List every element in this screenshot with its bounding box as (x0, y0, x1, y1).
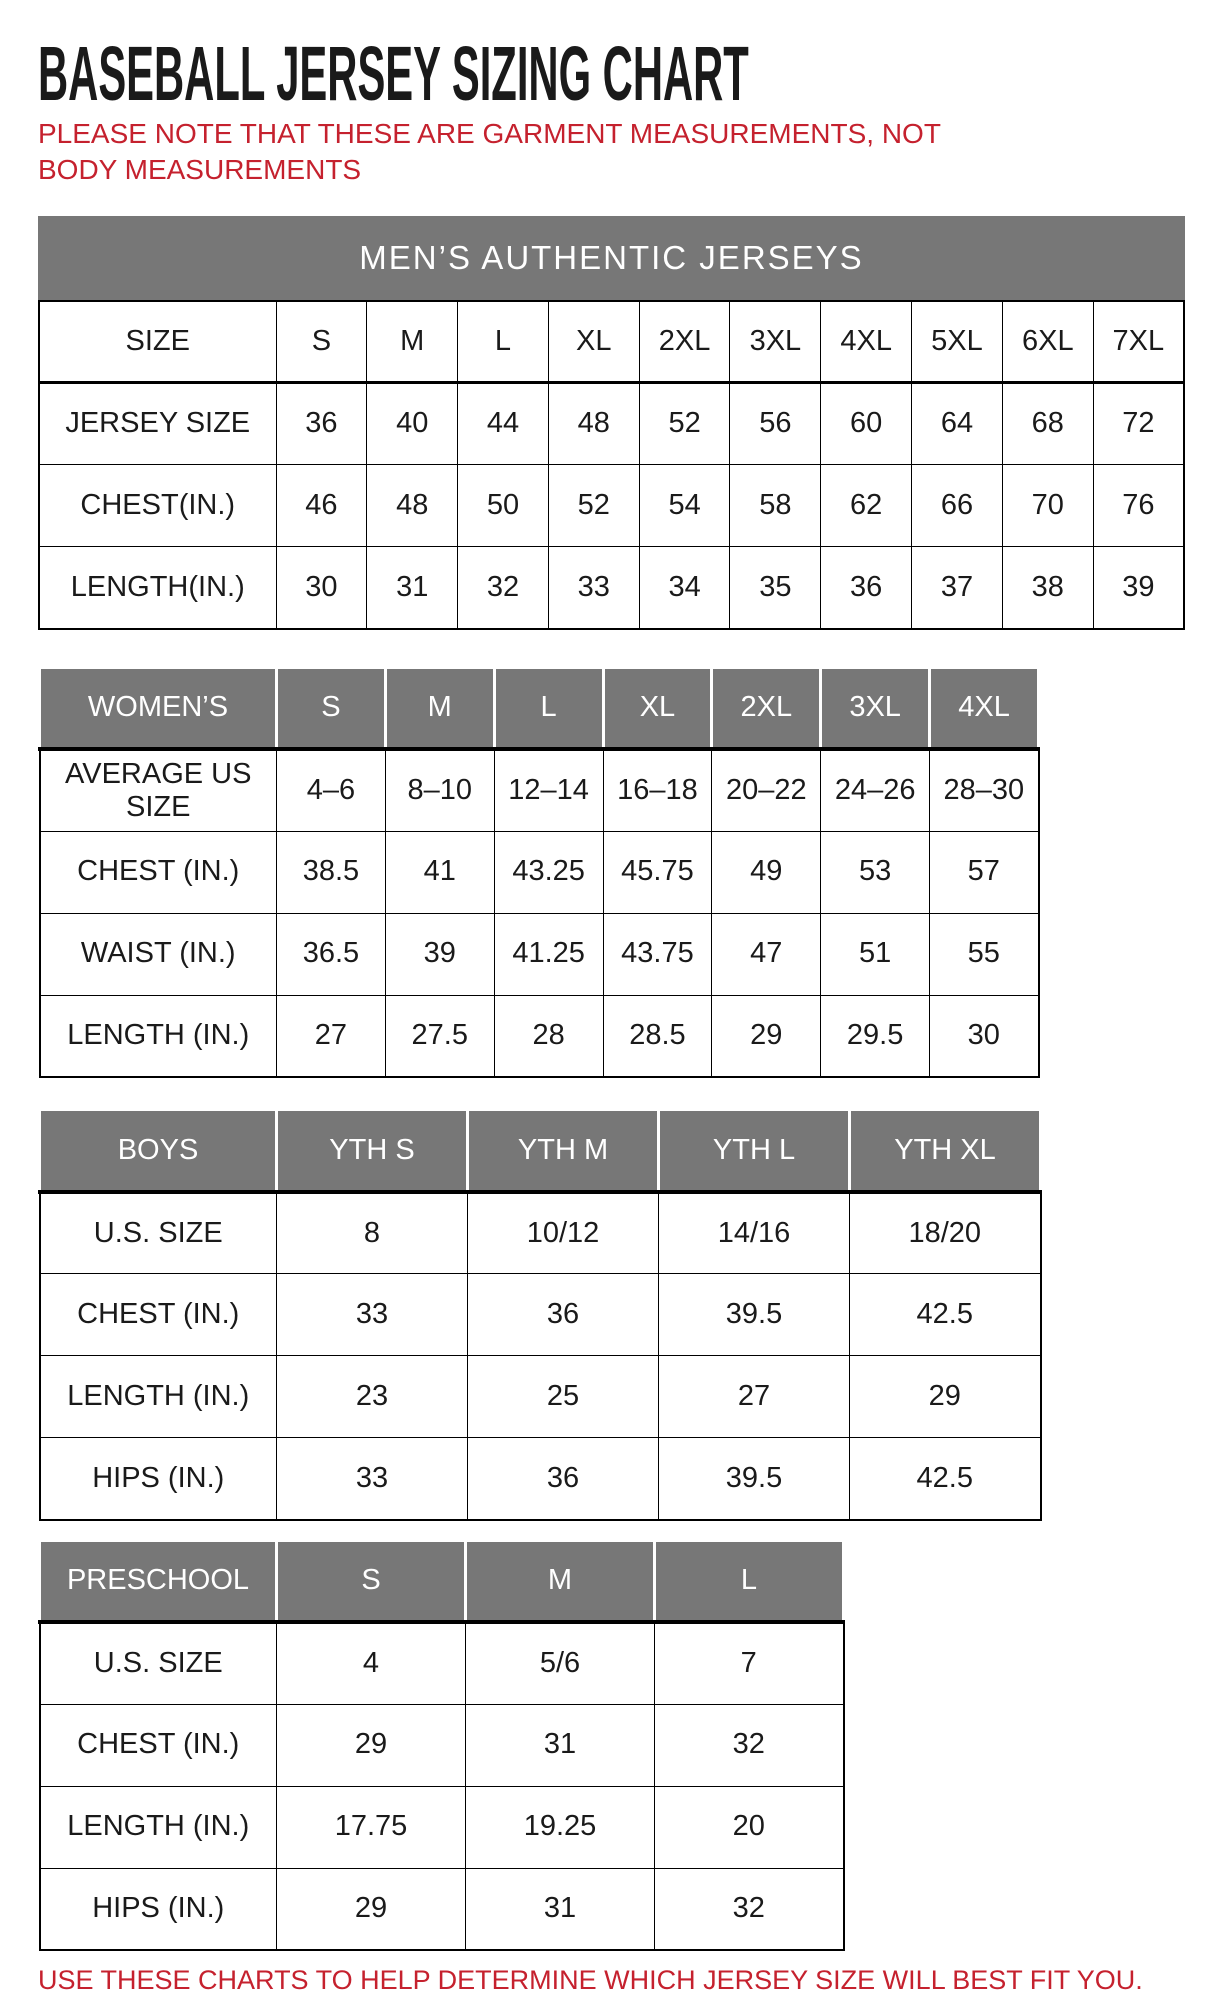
value-cell: 58 (730, 465, 821, 547)
value-cell: 14/16 (659, 1192, 850, 1274)
value-cell: 38.5 (277, 831, 386, 913)
row-label-cell: HIPS (IN.) (40, 1438, 277, 1520)
table-row (40, 749, 1039, 831)
value-cell: 37 (912, 547, 1003, 629)
row-label-cell: LENGTH (IN.) (40, 995, 277, 1077)
value-cell: 28–30 (930, 749, 1039, 831)
value-cell: 28 (494, 995, 603, 1077)
boys-header-row (40, 1110, 1041, 1192)
mens-sizing-table (38, 300, 1185, 630)
value-cell: 20–22 (712, 749, 821, 831)
column-header-cell: M (466, 1540, 655, 1622)
value-cell: 68 (1002, 383, 1093, 465)
table-row (40, 1356, 1041, 1438)
value-cell: 54 (639, 465, 730, 547)
value-cell: 55 (930, 913, 1039, 995)
mens-header-label: SIZE (39, 301, 276, 383)
preschool-header-label: PRESCHOOL (40, 1540, 277, 1622)
column-header-cell: L (458, 301, 549, 383)
table-row (40, 1786, 844, 1868)
column-header-cell: 3XL (821, 667, 930, 749)
value-cell: 51 (821, 913, 930, 995)
column-header-cell: 2XL (712, 667, 821, 749)
value-cell: 27 (277, 995, 386, 1077)
column-header-cell: M (385, 667, 494, 749)
value-cell: 29.5 (821, 995, 930, 1077)
sizing-chart-page (38, 30, 1190, 1996)
mens-table-banner: MEN’S AUTHENTIC JERSEYS (38, 216, 1185, 300)
value-cell: 31 (367, 547, 458, 629)
value-cell: 33 (548, 547, 639, 629)
value-cell: 52 (548, 465, 639, 547)
value-cell: 43.25 (494, 831, 603, 913)
row-label-cell: CHEST (IN.) (40, 1274, 277, 1356)
table-row (40, 1622, 844, 1704)
boys-sizing-table (38, 1108, 1042, 1521)
value-cell: 62 (821, 465, 912, 547)
table-row (39, 383, 1184, 465)
value-cell: 41 (385, 831, 494, 913)
row-label-cell: LENGTH (IN.) (40, 1786, 277, 1868)
value-cell: 36 (821, 547, 912, 629)
womens-header-label: WOMEN’S (40, 667, 277, 749)
value-cell: 27.5 (385, 995, 494, 1077)
value-cell: 8 (277, 1192, 468, 1274)
value-cell: 70 (1002, 465, 1093, 547)
column-header-cell: 6XL (1002, 301, 1093, 383)
value-cell: 64 (912, 383, 1003, 465)
column-header-cell: 3XL (730, 301, 821, 383)
value-cell: 30 (276, 547, 367, 629)
row-label-cell: AVERAGE US SIZE (40, 749, 277, 831)
table-row (40, 995, 1039, 1077)
value-cell: 72 (1093, 383, 1184, 465)
preschool-sizing-table (38, 1539, 845, 1952)
value-cell: 40 (367, 383, 458, 465)
column-header-cell: 5XL (912, 301, 1003, 383)
value-cell: 43.75 (603, 913, 712, 995)
value-cell: 17.75 (277, 1786, 466, 1868)
column-header-cell: YTH L (659, 1110, 850, 1192)
table-row (40, 1438, 1041, 1520)
womens-sizing-table (38, 666, 1040, 1079)
value-cell: 32 (655, 1704, 844, 1786)
column-header-cell: XL (548, 301, 639, 383)
value-cell: 4–6 (277, 749, 386, 831)
value-cell: 8–10 (385, 749, 494, 831)
value-cell: 48 (367, 465, 458, 547)
value-cell: 48 (548, 383, 639, 465)
value-cell: 33 (277, 1274, 468, 1356)
column-header-cell: S (276, 301, 367, 383)
column-header-cell: YTH XL (850, 1110, 1041, 1192)
value-cell: 10/12 (468, 1192, 659, 1274)
column-header-cell: L (494, 667, 603, 749)
value-cell: 50 (458, 465, 549, 547)
value-cell: 7 (655, 1622, 844, 1704)
column-header-cell: 2XL (639, 301, 730, 383)
row-label-cell: CHEST (IN.) (40, 1704, 277, 1786)
table-row (40, 1192, 1041, 1274)
value-cell: 36.5 (277, 913, 386, 995)
value-cell: 47 (712, 913, 821, 995)
value-cell: 42.5 (850, 1438, 1041, 1520)
value-cell: 36 (468, 1274, 659, 1356)
mens-jerseys-section (38, 216, 1185, 630)
value-cell: 66 (912, 465, 1003, 547)
value-cell: 34 (639, 547, 730, 629)
column-header-cell: YTH S (277, 1110, 468, 1192)
value-cell: 5/6 (466, 1622, 655, 1704)
value-cell: 31 (466, 1704, 655, 1786)
value-cell: 29 (277, 1704, 466, 1786)
value-cell: 53 (821, 831, 930, 913)
value-cell: 39 (385, 913, 494, 995)
column-header-cell: S (277, 1540, 466, 1622)
column-header-cell: 4XL (821, 301, 912, 383)
value-cell: 20 (655, 1786, 844, 1868)
value-cell: 19.25 (466, 1786, 655, 1868)
column-header-cell: 4XL (930, 667, 1039, 749)
table-row (39, 465, 1184, 547)
value-cell: 76 (1093, 465, 1184, 547)
row-label-cell: U.S. SIZE (40, 1622, 277, 1704)
value-cell: 39.5 (659, 1438, 850, 1520)
row-label-cell: CHEST (IN.) (40, 831, 277, 913)
row-label-cell: CHEST(IN.) (39, 465, 276, 547)
value-cell: 16–18 (603, 749, 712, 831)
value-cell: 52 (639, 383, 730, 465)
value-cell: 28.5 (603, 995, 712, 1077)
column-header-cell: XL (603, 667, 712, 749)
value-cell: 35 (730, 547, 821, 629)
value-cell: 39 (1093, 547, 1184, 629)
garment-measurements-note: PLEASE NOTE THAT THESE ARE GARMENT MEASUREMENTS, NOT BODY MEASUREMENTS (38, 118, 941, 185)
table-row (40, 913, 1039, 995)
value-cell: 39.5 (659, 1274, 850, 1356)
column-header-cell: YTH M (468, 1110, 659, 1192)
value-cell: 57 (930, 831, 1039, 913)
mens-header-row (39, 301, 1184, 383)
value-cell: 32 (655, 1868, 844, 1950)
value-cell: 24–26 (821, 749, 930, 831)
boys-header-label: BOYS (40, 1110, 277, 1192)
table-row (40, 1704, 844, 1786)
column-header-cell: L (655, 1540, 844, 1622)
value-cell: 46 (276, 465, 367, 547)
value-cell: 56 (730, 383, 821, 465)
page-title-wrap (38, 30, 1190, 116)
value-cell: 29 (277, 1868, 466, 1950)
value-cell: 29 (712, 995, 821, 1077)
value-cell: 12–14 (494, 749, 603, 831)
row-label-cell: LENGTH(IN.) (39, 547, 276, 629)
value-cell: 18/20 (850, 1192, 1041, 1274)
value-cell: 38 (1002, 547, 1093, 629)
womens-section (38, 666, 1040, 1079)
value-cell: 49 (712, 831, 821, 913)
value-cell: 23 (277, 1356, 468, 1438)
value-cell: 36 (468, 1438, 659, 1520)
value-cell: 42.5 (850, 1274, 1041, 1356)
column-header-cell: M (367, 301, 458, 383)
row-label-cell: U.S. SIZE (40, 1192, 277, 1274)
column-header-cell: 7XL (1093, 301, 1184, 383)
value-cell: 60 (821, 383, 912, 465)
row-label-cell: HIPS (IN.) (40, 1868, 277, 1950)
table-row (40, 831, 1039, 913)
value-cell: 33 (277, 1438, 468, 1520)
value-cell: 45.75 (603, 831, 712, 913)
preschool-section (38, 1539, 845, 1952)
value-cell: 27 (659, 1356, 850, 1438)
value-cell: 31 (466, 1868, 655, 1950)
preschool-header-row (40, 1540, 844, 1622)
boys-section (38, 1108, 1042, 1521)
table-row (40, 1868, 844, 1950)
value-cell: 32 (458, 547, 549, 629)
row-label-cell: LENGTH (IN.) (40, 1356, 277, 1438)
value-cell: 36 (276, 383, 367, 465)
column-header-cell: S (277, 667, 386, 749)
value-cell: 44 (458, 383, 549, 465)
womens-header-row (40, 667, 1039, 749)
footer-note: USE THESE CHARTS TO HELP DETERMINE WHICH JERSEY SIZE WILL BEST FIT YOU. (38, 1965, 1143, 1996)
value-cell: 41.25 (494, 913, 603, 995)
page-title: BASEBALL JERSEY SIZING CHART (38, 31, 749, 118)
row-label-cell: JERSEY SIZE (39, 383, 276, 465)
row-label-cell: WAIST (IN.) (40, 913, 277, 995)
value-cell: 25 (468, 1356, 659, 1438)
value-cell: 29 (850, 1356, 1041, 1438)
table-row (39, 547, 1184, 629)
value-cell: 4 (277, 1622, 466, 1704)
table-row (40, 1274, 1041, 1356)
value-cell: 30 (930, 995, 1039, 1077)
